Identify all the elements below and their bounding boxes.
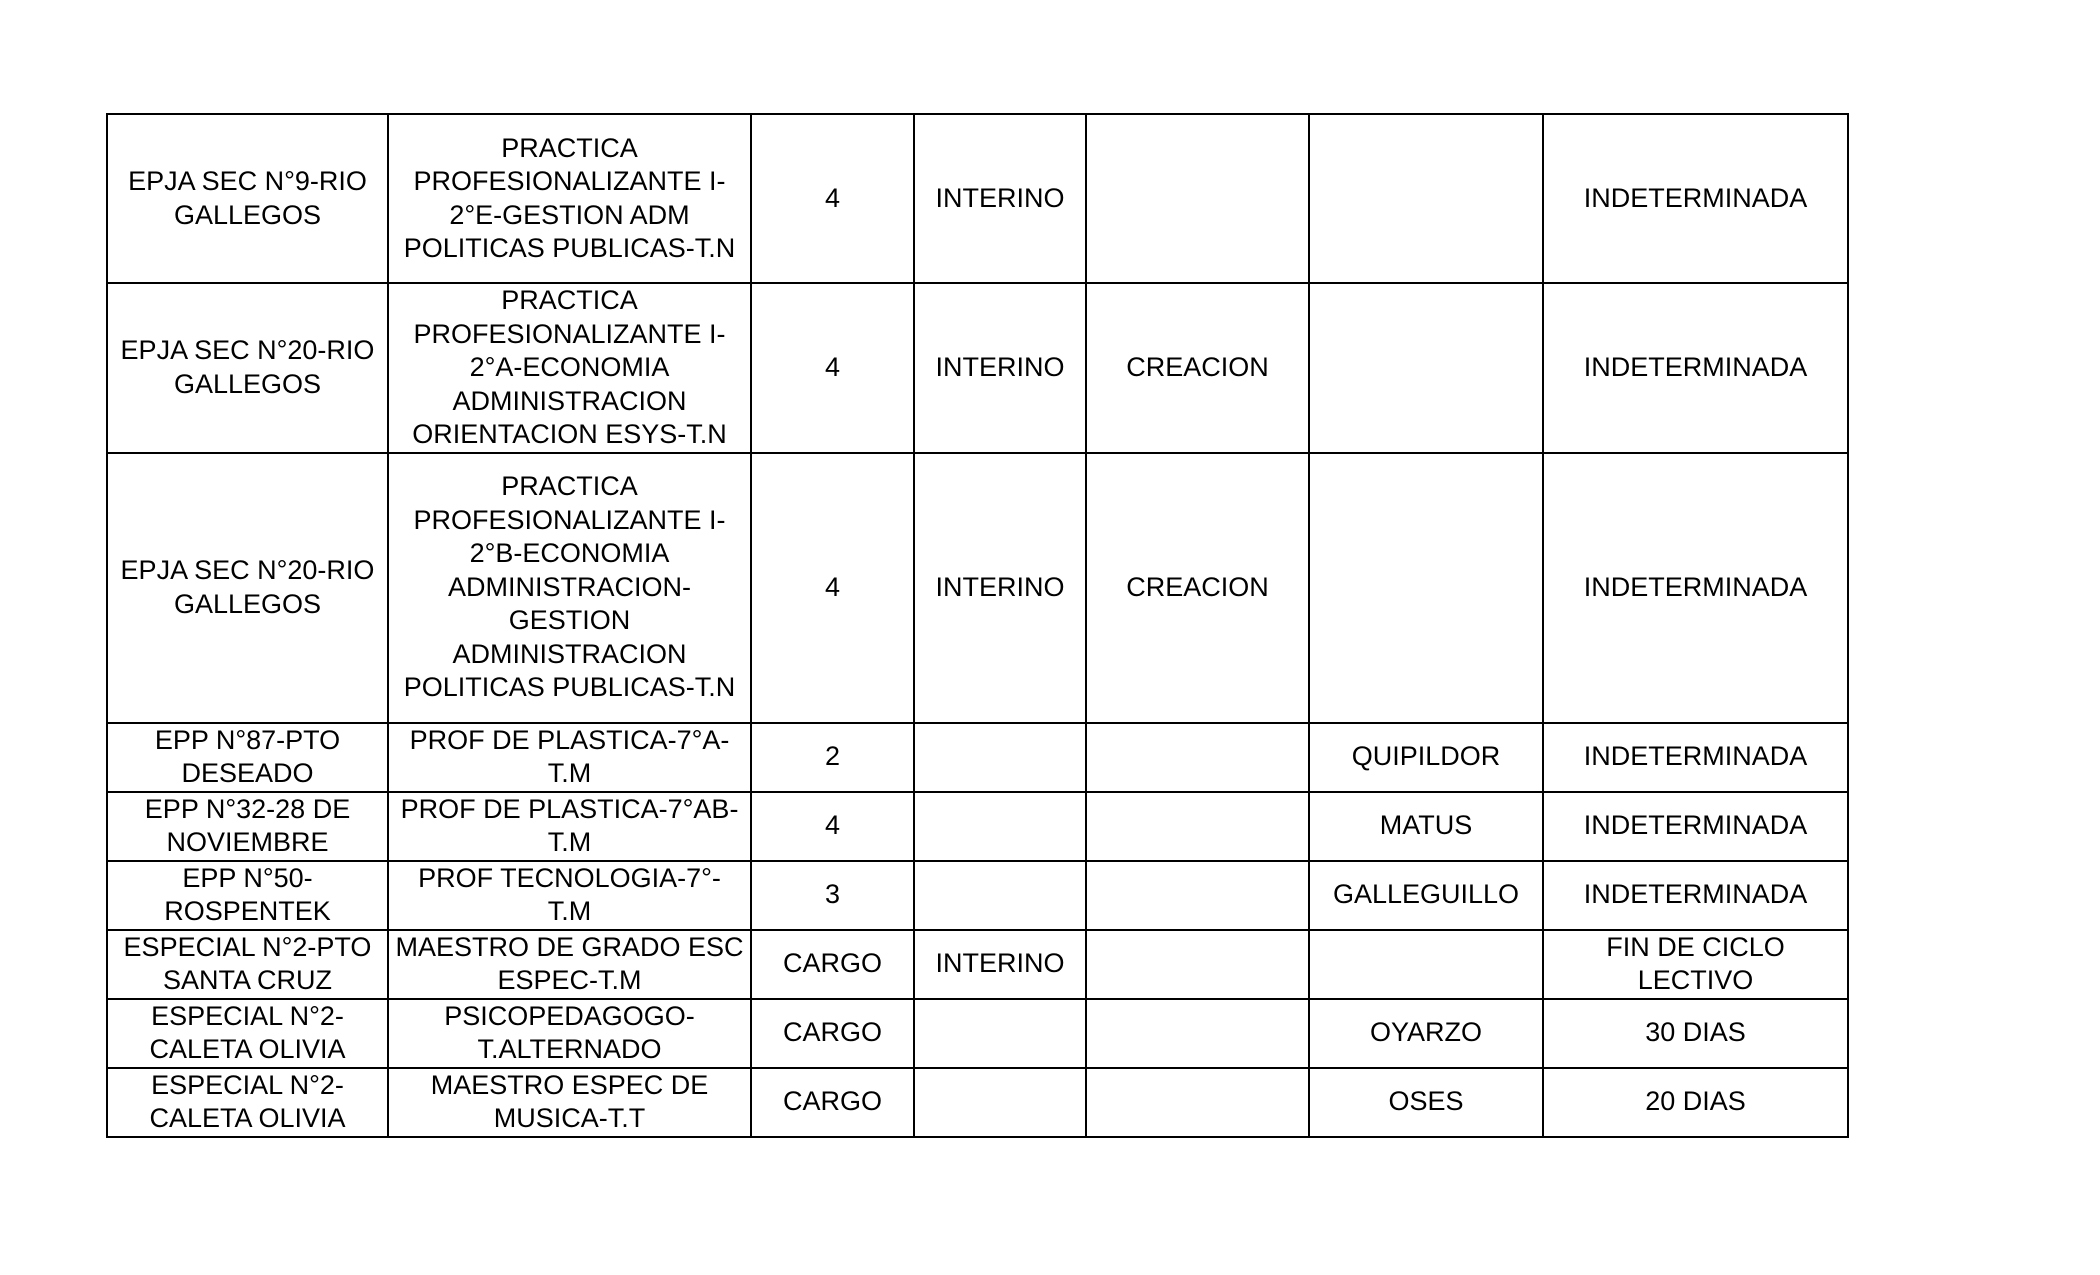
status-cell: [914, 723, 1086, 792]
duration-cell: INDETERMINADA: [1543, 114, 1848, 283]
position-cell: PRACTICA PROFESIONALIZANTE I- 2°E-GESTION ADM POLITICAS PUBLICAS-T.N: [388, 114, 751, 283]
duration-cell: INDETERMINADA: [1543, 792, 1848, 861]
replaced-cell: QUIPILDOR: [1309, 723, 1543, 792]
hours-cell: CARGO: [751, 1068, 914, 1137]
status-cell: INTERINO: [914, 930, 1086, 999]
table-row: [107, 999, 1848, 1068]
status-cell: INTERINO: [914, 453, 1086, 723]
position-cell: PRACTICA PROFESIONALIZANTE I- 2°B-ECONOMIA ADMINISTRACION- GESTION ADMINISTRACION POLITICAS PUBLICAS-T.N: [388, 453, 751, 723]
position-cell: PRACTICA PROFESIONALIZANTE I- 2°A-ECONOMIA ADMINISTRACION ORIENTACION ESYS-T.N: [388, 283, 751, 453]
hours-cell: 2: [751, 723, 914, 792]
duration-cell: INDETERMINADA: [1543, 283, 1848, 453]
replaced-cell: OSES: [1309, 1068, 1543, 1137]
school-cell: EPJA SEC N°9-RIO GALLEGOS: [107, 114, 388, 283]
replaced-cell: [1309, 283, 1543, 453]
status-cell: [914, 999, 1086, 1068]
table-row: [107, 861, 1848, 930]
table-row: [107, 114, 1848, 283]
duration-cell: INDETERMINADA: [1543, 453, 1848, 723]
hours-cell: CARGO: [751, 999, 914, 1068]
duration-cell: INDETERMINADA: [1543, 861, 1848, 930]
replaced-cell: MATUS: [1309, 792, 1543, 861]
status-cell: [914, 1068, 1086, 1137]
replaced-cell: [1309, 114, 1543, 283]
reason-cell: CREACION: [1086, 453, 1309, 723]
reason-cell: [1086, 999, 1309, 1068]
vacancies-table: [106, 113, 1849, 1138]
position-cell: MAESTRO DE GRADO ESC ESPEC-T.M: [388, 930, 751, 999]
position-cell: PROF TECNOLOGIA-7°- T.M: [388, 861, 751, 930]
reason-cell: [1086, 861, 1309, 930]
replaced-cell: [1309, 453, 1543, 723]
duration-cell: FIN DE CICLO LECTIVO: [1543, 930, 1848, 999]
status-cell: INTERINO: [914, 114, 1086, 283]
reason-cell: CREACION: [1086, 283, 1309, 453]
duration-cell: INDETERMINADA: [1543, 723, 1848, 792]
hours-cell: 3: [751, 861, 914, 930]
table-row: [107, 283, 1848, 453]
table-row: [107, 1068, 1848, 1137]
position-cell: PROF DE PLASTICA-7°A- T.M: [388, 723, 751, 792]
status-cell: [914, 792, 1086, 861]
table-row: [107, 792, 1848, 861]
status-cell: [914, 861, 1086, 930]
reason-cell: [1086, 1068, 1309, 1137]
hours-cell: 4: [751, 114, 914, 283]
hours-cell: CARGO: [751, 930, 914, 999]
replaced-cell: [1309, 930, 1543, 999]
replaced-cell: GALLEGUILLO: [1309, 861, 1543, 930]
school-cell: ESPECIAL N°2- CALETA OLIVIA: [107, 1068, 388, 1137]
school-cell: EPJA SEC N°20-RIO GALLEGOS: [107, 283, 388, 453]
hours-cell: 4: [751, 283, 914, 453]
school-cell: EPP N°50- ROSPENTEK: [107, 861, 388, 930]
table-row: [107, 453, 1848, 723]
status-cell: INTERINO: [914, 283, 1086, 453]
document-page: [106, 113, 1849, 1138]
position-cell: PROF DE PLASTICA-7°AB- T.M: [388, 792, 751, 861]
table-row: [107, 723, 1848, 792]
reason-cell: [1086, 792, 1309, 861]
school-cell: EPP N°87-PTO DESEADO: [107, 723, 388, 792]
duration-cell: 20 DIAS: [1543, 1068, 1848, 1137]
school-cell: ESPECIAL N°2-PTO SANTA CRUZ: [107, 930, 388, 999]
hours-cell: 4: [751, 453, 914, 723]
reason-cell: [1086, 930, 1309, 999]
school-cell: EPJA SEC N°20-RIO GALLEGOS: [107, 453, 388, 723]
position-cell: PSICOPEDAGOGO- T.ALTERNADO: [388, 999, 751, 1068]
hours-cell: 4: [751, 792, 914, 861]
duration-cell: 30 DIAS: [1543, 999, 1848, 1068]
school-cell: EPP N°32-28 DE NOVIEMBRE: [107, 792, 388, 861]
reason-cell: [1086, 723, 1309, 792]
school-cell: ESPECIAL N°2- CALETA OLIVIA: [107, 999, 388, 1068]
position-cell: MAESTRO ESPEC DE MUSICA-T.T: [388, 1068, 751, 1137]
replaced-cell: OYARZO: [1309, 999, 1543, 1068]
table-row: [107, 930, 1848, 999]
reason-cell: [1086, 114, 1309, 283]
